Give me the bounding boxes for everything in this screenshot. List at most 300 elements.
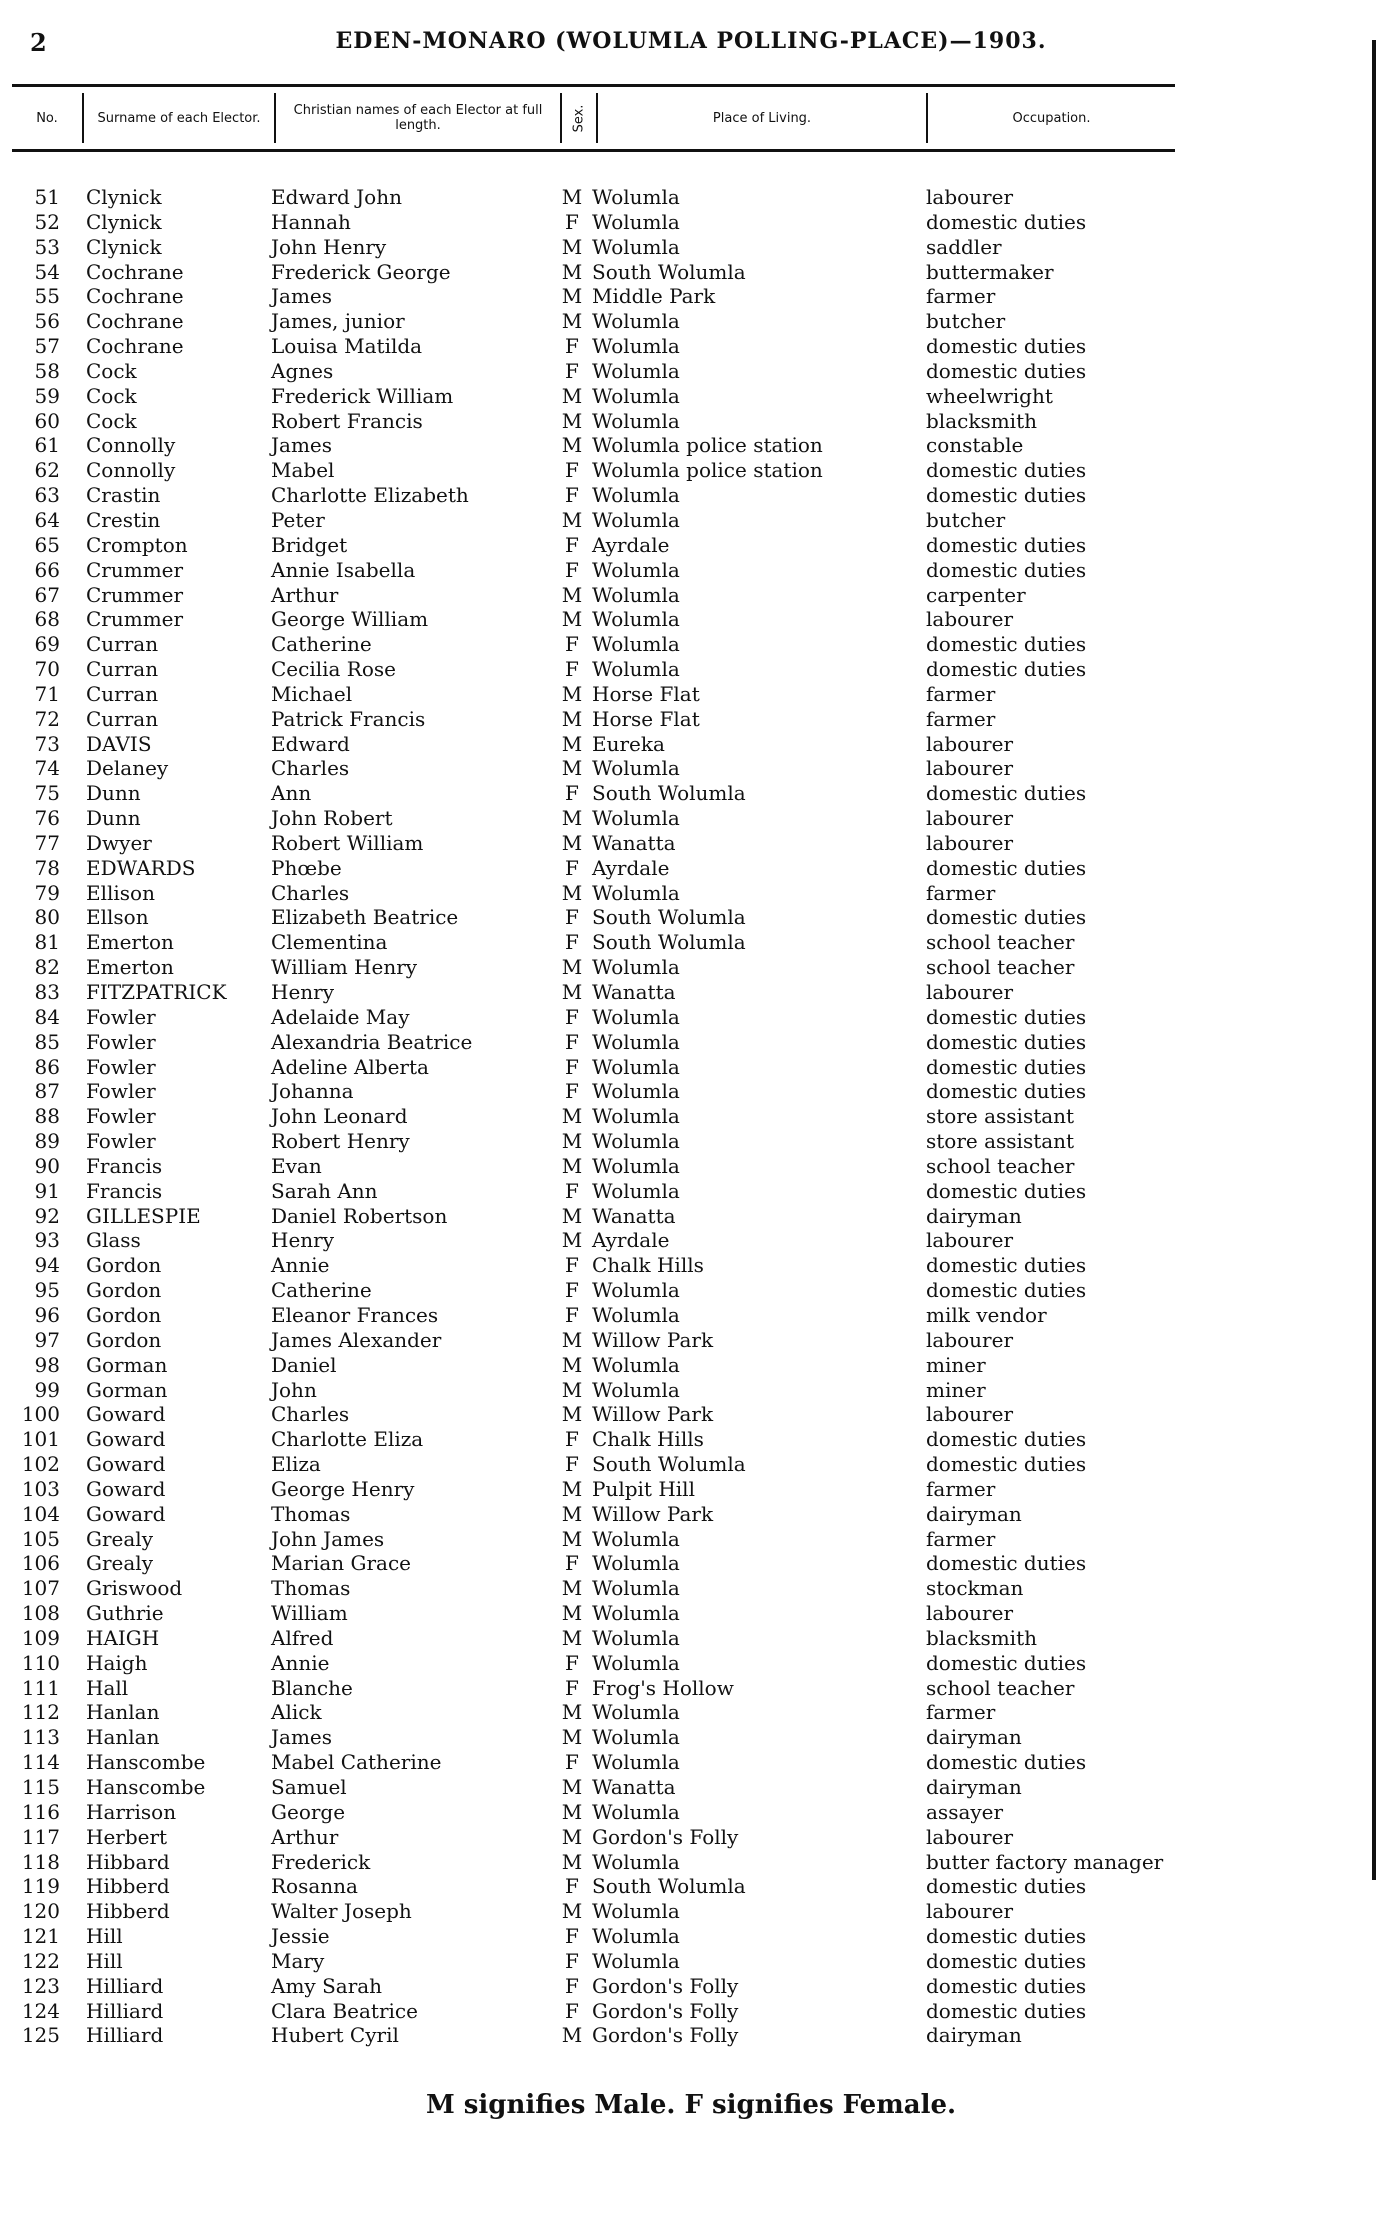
elector-place: Wolumla (592, 1725, 680, 1750)
elector-christian-names: Blanche (271, 1675, 353, 1700)
elector-occupation: labourer (926, 756, 1014, 781)
table-row (0, 806, 1382, 831)
elector-place: Frog's Hollow (592, 1675, 734, 1700)
table-row (0, 483, 1382, 508)
elector-place: Wolumla (592, 1924, 680, 1949)
elector-surname: Hilliard (86, 1973, 164, 1998)
elector-christian-names: Mary (271, 1948, 325, 1973)
elector-occupation: domestic duties (926, 334, 1087, 359)
elector-sex: F (565, 458, 579, 483)
elector-christian-names: Adeline Alberta (271, 1054, 429, 1079)
elector-sex: M (561, 880, 583, 905)
table-row (0, 1278, 1382, 1303)
elector-occupation: farmer (926, 1700, 996, 1725)
elector-occupation: domestic duties (926, 458, 1087, 483)
elector-surname: Connolly (86, 433, 176, 458)
elector-occupation: buttermaker (926, 259, 1054, 284)
elector-surname: Clynick (86, 234, 162, 259)
elector-surname: Hill (86, 1948, 123, 1973)
elector-christian-names: Thomas (271, 1501, 351, 1526)
table-row (0, 732, 1382, 757)
elector-number: 95 (34, 1278, 60, 1303)
table-row (0, 955, 1382, 980)
elector-place: Wolumla (592, 1278, 680, 1303)
elector-occupation: domestic duties (926, 557, 1087, 582)
elector-place: Wolumla police station (592, 458, 823, 483)
elector-surname: Gorman (86, 1377, 168, 1402)
elector-surname: Fowler (86, 1129, 156, 1154)
elector-christian-names: Elizabeth Beatrice (271, 905, 459, 930)
elector-number: 122 (21, 1948, 60, 1973)
elector-number: 53 (34, 234, 60, 259)
elector-sex: F (565, 1675, 579, 1700)
elector-sex: F (565, 1998, 579, 2023)
elector-number: 108 (21, 1601, 60, 1626)
elector-number: 62 (34, 458, 60, 483)
elector-number: 73 (34, 731, 60, 756)
elector-sex: F (565, 1004, 579, 1029)
elector-sex: F (565, 657, 579, 682)
elector-sex: M (561, 582, 583, 607)
elector-place: Horse Flat (592, 706, 700, 731)
elector-number: 64 (34, 507, 60, 532)
elector-number: 57 (34, 334, 60, 359)
elector-occupation: domestic duties (926, 358, 1087, 383)
elector-sex: F (565, 1948, 579, 1973)
table-row (0, 1353, 1382, 1378)
elector-place: Wanatta (592, 1775, 676, 1799)
elector-number: 82 (34, 955, 60, 980)
elector-number: 80 (34, 905, 60, 930)
elector-christian-names: Annie (271, 1253, 330, 1278)
elector-number: 121 (21, 1924, 60, 1949)
elector-occupation: labourer (926, 1899, 1014, 1924)
elector-place: Willow Park (592, 1327, 714, 1352)
elector-place: Wolumla (592, 607, 680, 632)
elector-occupation: constable (926, 433, 1024, 458)
elector-occupation: domestic duties (926, 1079, 1087, 1104)
elector-surname: Hibbard (86, 1849, 170, 1874)
elector-christian-names: James (271, 1725, 333, 1750)
elector-surname: Herbert (86, 1824, 168, 1849)
elector-christian-names: Robert Henry (271, 1129, 410, 1154)
table-row (0, 1427, 1382, 1452)
elector-surname: Goward (86, 1427, 166, 1452)
table-row (0, 1402, 1382, 1427)
elector-number: 94 (34, 1253, 60, 1278)
elector-number: 100 (21, 1402, 60, 1427)
elector-christian-names: John Robert (271, 806, 393, 831)
elector-sex: F (565, 1427, 579, 1452)
elector-surname: Dwyer (86, 830, 152, 855)
elector-place: Wolumla (592, 1700, 680, 1725)
elector-place: Wolumla (592, 1750, 680, 1775)
elector-christian-names: Rosanna (271, 1874, 358, 1899)
elector-number: 78 (34, 855, 60, 880)
elector-number: 75 (34, 781, 60, 806)
table-row (0, 881, 1382, 906)
elector-christian-names: Frederick George (271, 259, 451, 284)
elector-occupation: domestic duties (926, 1948, 1087, 1973)
elector-place: Wolumla (592, 955, 680, 980)
elector-christian-names: Peter (271, 507, 325, 532)
elector-place: Wolumla (592, 1302, 680, 1327)
elector-occupation: butcher (926, 309, 1006, 334)
table-row (0, 1303, 1382, 1328)
elector-number: 99 (34, 1377, 60, 1402)
elector-occupation: assayer (926, 1799, 1004, 1824)
elector-sex: M (561, 830, 583, 855)
elector-christian-names: Phœbe (271, 855, 342, 880)
elector-place: Wolumla (592, 657, 680, 682)
elector-sex: F (565, 483, 579, 508)
elector-occupation: labourer (926, 1601, 1014, 1626)
elector-sex: M (561, 1700, 583, 1725)
elector-occupation: blacksmith (926, 408, 1037, 433)
elector-number: 109 (21, 1625, 60, 1650)
elector-number: 107 (21, 1576, 60, 1601)
elector-christian-names: Amy Sarah (271, 1973, 383, 1998)
elector-number: 63 (34, 483, 60, 508)
elector-place: Wolumla (592, 1899, 680, 1924)
table-row (0, 458, 1382, 483)
elector-christian-names: Edward John (271, 185, 402, 209)
elector-sex: M (561, 185, 583, 209)
elector-occupation: butcher (926, 507, 1006, 532)
elector-place: Wolumla (592, 185, 680, 209)
elector-occupation: store assistant (926, 1104, 1075, 1129)
elector-place: Chalk Hills (592, 1253, 704, 1278)
table-row (0, 930, 1382, 955)
elector-place: Wolumla (592, 557, 680, 582)
elector-place: Willow Park (592, 1501, 714, 1526)
elector-place: Ayrdale (592, 1228, 670, 1253)
elector-number: 71 (34, 681, 60, 706)
elector-surname: Crompton (86, 532, 188, 557)
table-row (0, 185, 1382, 210)
elector-christian-names: Charles (271, 1402, 350, 1427)
elector-number: 68 (34, 607, 60, 632)
elector-christian-names: Daniel Robertson (271, 1203, 448, 1228)
elector-christian-names: Hannah (271, 209, 351, 234)
elector-sex: F (565, 1079, 579, 1104)
elector-occupation: domestic duties (926, 1924, 1087, 1949)
table-row (0, 1030, 1382, 1055)
elector-christian-names: Clementina (271, 930, 388, 955)
elector-place: Wolumla (592, 1054, 680, 1079)
elector-occupation: butter factory manager (926, 1849, 1164, 1874)
elector-sex: F (565, 1452, 579, 1477)
elector-occupation: labourer (926, 1402, 1014, 1427)
elector-sex: M (561, 1104, 583, 1129)
elector-place: Wolumla (592, 1004, 680, 1029)
elector-occupation: domestic duties (926, 1253, 1087, 1278)
elector-place: Wolumla (592, 209, 680, 234)
table-row (0, 2023, 1382, 2048)
elector-place: Wolumla (592, 582, 680, 607)
elector-number: 123 (21, 1973, 60, 1998)
table-row (0, 980, 1382, 1005)
elector-surname: Cochrane (86, 259, 184, 284)
elector-number: 88 (34, 1104, 60, 1129)
elector-christian-names: Mabel Catherine (271, 1750, 442, 1775)
header-occupation (928, 87, 1175, 149)
elector-place: South Wolumla (592, 259, 746, 284)
elector-sex: M (561, 806, 583, 831)
elector-surname: Clynick (86, 209, 162, 234)
elector-place: Wolumla (592, 1799, 680, 1824)
elector-sex: M (561, 1625, 583, 1650)
elector-christian-names: John Henry (271, 234, 387, 259)
sex-legend: M signifies Male. F signifies Female. (425, 2090, 957, 2120)
elector-surname: Hibberd (86, 1874, 170, 1899)
elector-number: 102 (21, 1452, 60, 1477)
page-title: EDEN-MONARO (WOLUMLA POLLING-PLACE)—1903. (335, 28, 1047, 54)
table-row (0, 1551, 1382, 1576)
elector-christian-names: Michael (271, 681, 353, 706)
elector-surname: Guthrie (86, 1601, 164, 1626)
elector-place: Wolumla (592, 309, 680, 334)
elector-sex: M (561, 1327, 583, 1352)
elector-christian-names: Mabel (271, 458, 335, 483)
elector-occupation: labourer (926, 731, 1014, 756)
elector-surname: Goward (86, 1476, 166, 1501)
elector-sex: F (565, 1750, 579, 1775)
elector-surname: Ellson (86, 905, 149, 930)
elector-occupation: domestic duties (926, 483, 1087, 508)
elector-occupation: stockman (926, 1576, 1024, 1601)
elector-surname: Hanlan (86, 1725, 160, 1750)
elector-sex: M (561, 507, 583, 532)
table-row (0, 1055, 1382, 1080)
elector-sex: F (565, 1551, 579, 1576)
elector-number: 74 (34, 756, 60, 781)
elector-surname: Gordon (86, 1327, 162, 1352)
elector-place: Wolumla (592, 880, 680, 905)
elector-surname: Crummer (86, 582, 184, 607)
table-row (0, 1974, 1382, 1999)
elector-surname: Francis (86, 1178, 163, 1203)
elector-occupation: labourer (926, 185, 1014, 209)
elector-christian-names: Agnes (271, 358, 334, 383)
elector-number: 70 (34, 657, 60, 682)
elector-christian-names: James (271, 433, 333, 458)
elector-sex: M (561, 731, 583, 756)
elector-place: Wolumla (592, 1377, 680, 1402)
elector-sex: F (565, 557, 579, 582)
elector-sex: M (561, 1526, 583, 1551)
elector-number: 116 (21, 1799, 60, 1824)
table-row (0, 781, 1382, 806)
elector-sex: M (561, 1203, 583, 1228)
elector-sex: M (561, 1849, 583, 1874)
elector-number: 105 (21, 1526, 60, 1551)
table-row (0, 632, 1382, 657)
header-christian (276, 87, 560, 149)
elector-surname: Gorman (86, 1352, 168, 1377)
elector-place: Wolumla (592, 1948, 680, 1973)
elector-number: 85 (34, 1029, 60, 1054)
elector-sex: F (565, 632, 579, 657)
elector-surname: Goward (86, 1501, 166, 1526)
elector-christian-names: Alick (271, 1700, 322, 1725)
page-number: 2 (30, 28, 47, 57)
elector-place: Gordon's Folly (592, 1998, 739, 2023)
elector-surname: Gordon (86, 1253, 162, 1278)
elector-surname: Francis (86, 1153, 163, 1178)
elector-surname: Fowler (86, 1079, 156, 1104)
elector-surname: Haigh (86, 1650, 148, 1675)
elector-number: 98 (34, 1352, 60, 1377)
elector-number: 81 (34, 930, 60, 955)
elector-surname: Emerton (86, 955, 174, 980)
elector-number: 118 (21, 1849, 60, 1874)
elector-number: 84 (34, 1004, 60, 1029)
elector-sex: F (565, 334, 579, 359)
elector-occupation: domestic duties (926, 1998, 1087, 2023)
elector-number: 92 (34, 1203, 60, 1228)
header-place-label: Place of Living. (712, 110, 812, 126)
elector-number: 110 (21, 1650, 60, 1675)
elector-place: Wolumla (592, 1650, 680, 1675)
elector-christian-names: George William (271, 607, 429, 632)
elector-place: Ayrdale (592, 532, 670, 557)
table-row (0, 1527, 1382, 1552)
table-row (0, 334, 1382, 359)
elector-sex: F (565, 209, 579, 234)
elector-occupation: labourer (926, 806, 1014, 831)
elector-place: Wanatta (592, 830, 676, 855)
header-no (12, 87, 82, 149)
elector-place: Wolumla (592, 632, 680, 657)
elector-number: 52 (34, 209, 60, 234)
elector-place: Wolumla (592, 408, 680, 433)
elector-sex: M (561, 408, 583, 433)
elector-number: 76 (34, 806, 60, 831)
elector-sex: M (561, 1402, 583, 1427)
elector-sex: M (561, 1377, 583, 1402)
elector-sex: F (565, 1054, 579, 1079)
table-row (0, 1378, 1382, 1403)
elector-surname: Cochrane (86, 284, 184, 309)
table-row (0, 707, 1382, 732)
elector-place: Ayrdale (592, 855, 670, 880)
elector-occupation: labourer (926, 980, 1014, 1004)
header-occupation-label: Occupation. (1012, 110, 1091, 126)
table-row (0, 359, 1382, 384)
elector-place: Wolumla (592, 1153, 680, 1178)
table-row (0, 260, 1382, 285)
elector-place: Wolumla (592, 1104, 680, 1129)
elector-sex: M (561, 1601, 583, 1626)
header-christian-label: Christian names of each Elector at full length. (293, 103, 543, 133)
elector-place: Wanatta (592, 1203, 676, 1228)
table-row (0, 905, 1382, 930)
elector-occupation: dairyman (926, 1501, 1022, 1526)
binding-edge (1372, 40, 1376, 1880)
elector-occupation: dairyman (926, 1203, 1022, 1228)
elector-sex: M (561, 1228, 583, 1253)
elector-christian-names: Annie (271, 1650, 330, 1675)
elector-surname: Hanscombe (86, 1775, 206, 1799)
elector-place: Wolumla (592, 383, 680, 408)
elector-surname: Fowler (86, 1004, 156, 1029)
elector-surname: Cock (86, 358, 137, 383)
table-row (0, 1725, 1382, 1750)
elector-sex: F (565, 1650, 579, 1675)
elector-occupation: wheelwright (926, 383, 1053, 408)
table-row (0, 409, 1382, 434)
table-header (12, 84, 1175, 152)
elector-occupation: domestic duties (926, 209, 1087, 234)
elector-occupation: domestic duties (926, 1427, 1087, 1452)
elector-occupation: domestic duties (926, 632, 1087, 657)
table-row (0, 1626, 1382, 1651)
elector-christian-names: Arthur (271, 582, 339, 607)
elector-number: 58 (34, 358, 60, 383)
table-row (0, 284, 1382, 309)
elector-sex: M (561, 2023, 583, 2048)
table-row (0, 1874, 1382, 1899)
elector-number: 124 (21, 1998, 60, 2023)
elector-surname: Hill (86, 1924, 123, 1949)
elector-number: 79 (34, 880, 60, 905)
elector-occupation: labourer (926, 830, 1014, 855)
elector-sex: M (561, 607, 583, 632)
elector-occupation: dairyman (926, 1725, 1022, 1750)
elector-sex: M (561, 284, 583, 309)
elector-occupation: domestic duties (926, 1178, 1087, 1203)
elector-occupation: dairyman (926, 1775, 1022, 1799)
elector-place: Wolumla (592, 1551, 680, 1576)
table-row (0, 1700, 1382, 1725)
elector-christian-names: Charles (271, 880, 350, 905)
elector-occupation: blacksmith (926, 1625, 1037, 1650)
elector-sex: M (561, 259, 583, 284)
elector-christian-names: William Henry (271, 955, 418, 980)
elector-surname: Curran (86, 706, 159, 731)
table-row (0, 607, 1382, 632)
elector-sex: M (561, 955, 583, 980)
elector-surname: Emerton (86, 930, 174, 955)
table-row (0, 1228, 1382, 1253)
elector-christian-names: Catherine (271, 632, 372, 657)
elector-christian-names: Patrick Francis (271, 706, 426, 731)
elector-christian-names: Robert Francis (271, 408, 423, 433)
elector-number: 67 (34, 582, 60, 607)
elector-christian-names: Clara Beatrice (271, 1998, 418, 2023)
elector-surname: Connolly (86, 458, 176, 483)
elector-surname: Ellison (86, 880, 155, 905)
elector-place: Wolumla (592, 1129, 680, 1154)
elector-occupation: domestic duties (926, 1004, 1087, 1029)
elector-sex: M (561, 706, 583, 731)
elector-number: 91 (34, 1178, 60, 1203)
elector-christian-names: John James (271, 1526, 385, 1551)
elector-occupation: labourer (926, 1327, 1014, 1352)
elector-place: Wolumla (592, 1576, 680, 1601)
elector-number: 72 (34, 706, 60, 731)
elector-sex: M (561, 433, 583, 458)
table-row (0, 1775, 1382, 1800)
elector-surname: Hilliard (86, 1998, 164, 2023)
elector-sex: M (561, 1725, 583, 1750)
elector-place: Horse Flat (592, 681, 700, 706)
elector-occupation: miner (926, 1377, 986, 1402)
elector-surname: Gordon (86, 1302, 162, 1327)
elector-number: 59 (34, 383, 60, 408)
table-row (0, 1104, 1382, 1129)
